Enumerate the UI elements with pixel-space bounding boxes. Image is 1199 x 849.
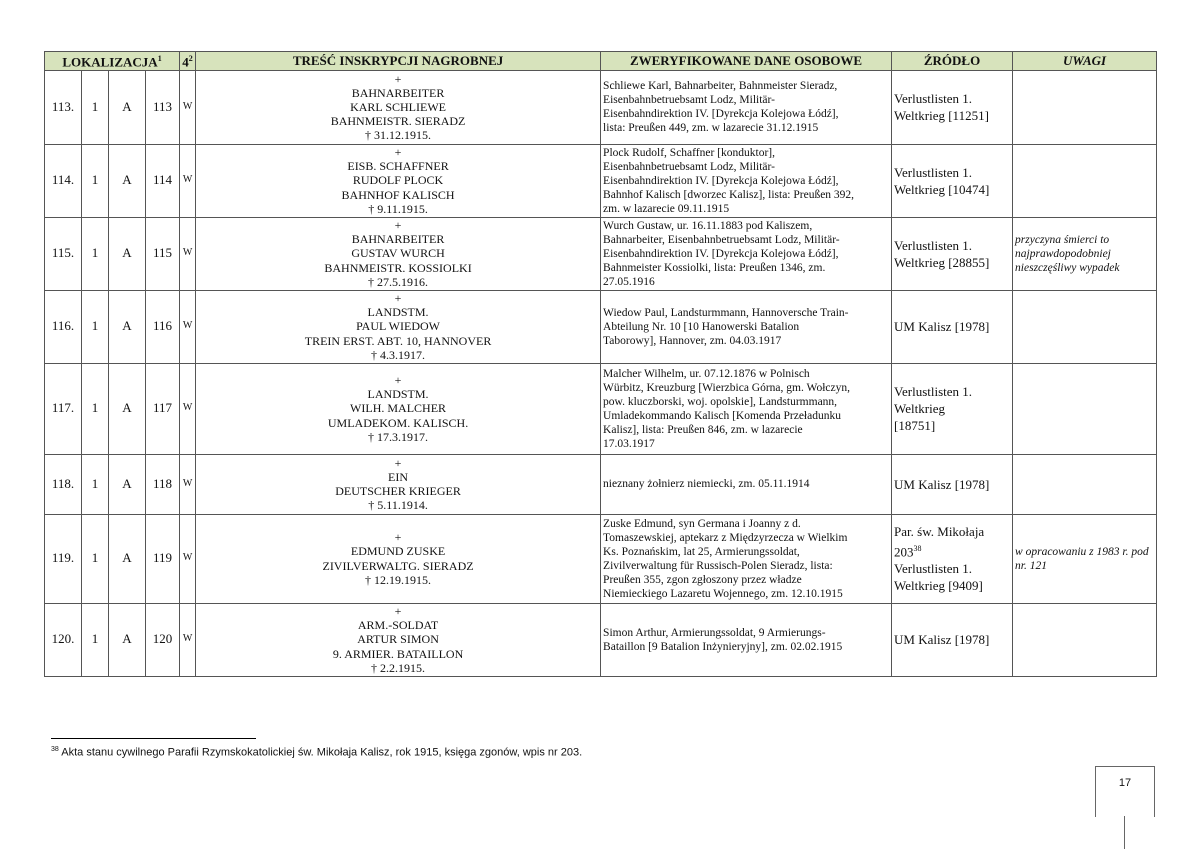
location-sector: 1 — [82, 290, 109, 363]
source-text: Par. św. Mikołaja — [894, 523, 985, 539]
inscription-line: + — [394, 218, 402, 233]
remarks-cell — [1013, 290, 1157, 363]
source-cell — [892, 290, 1013, 363]
source-text: Weltkrieg [28855] — [894, 254, 990, 270]
location-sector: 1 — [82, 514, 109, 603]
inscription-line: † 17.3.1917. — [368, 429, 429, 444]
source-cell — [892, 514, 1013, 603]
inscription-line: BAHNHOF KALISCH — [341, 187, 455, 202]
personal-data-line: Würbitz, Kreuzburg [Wierzbica Górna, gm. Wołczyn, — [603, 381, 850, 394]
source-line — [894, 90, 1010, 107]
row-number: 116. — [45, 290, 82, 363]
personal-data-cell — [601, 290, 892, 363]
source-text: Weltkrieg — [894, 401, 945, 417]
personal-data-cell — [601, 363, 892, 454]
source-line — [894, 577, 1010, 594]
personal-data-cell — [601, 217, 892, 290]
row-number: 117. — [45, 363, 82, 454]
personal-data-cell — [601, 454, 892, 514]
personal-data-cell — [601, 603, 892, 676]
location-row: A — [109, 603, 146, 676]
table-row — [45, 603, 1157, 676]
inscription-line: EIN — [388, 469, 409, 484]
inscription-line: + — [394, 604, 402, 619]
row-number: 119. — [45, 514, 82, 603]
inscription-line: † 12.19.1915. — [365, 572, 432, 587]
location-sector: 1 — [82, 603, 109, 676]
location-row: A — [109, 217, 146, 290]
header-tresc: TREŚĆ INSKRYPCJI NAGROBNEJ — [196, 52, 601, 71]
inscription-line: LANDSTM. — [367, 387, 429, 402]
location-row: A — [109, 144, 146, 217]
table-row — [45, 217, 1157, 290]
inscription-line: + — [394, 530, 402, 545]
source-line — [894, 417, 1010, 434]
inscription-line: ZIVILVERWALTG. SIERADZ — [322, 558, 474, 573]
inscription-line: LANDSTM. — [367, 305, 429, 320]
personal-data-line: Bataillon [9 Batalion Inżynieryjny], zm. 02.02.1915 — [603, 640, 843, 653]
inscription-line: + — [394, 71, 402, 86]
source-text: Verlustlisten 1. — [894, 384, 973, 400]
remarks-cell — [1013, 363, 1157, 454]
location-sector: 1 — [82, 217, 109, 290]
page-number-box — [1095, 766, 1155, 817]
page-number-rule — [1124, 816, 1125, 849]
header-row — [45, 52, 1157, 71]
personal-data-line: Tomaszewskiej, aptekarz z Międzyrzecza w Wielkim — [603, 531, 848, 544]
location-sector: 1 — [82, 70, 109, 144]
personal-data-line: Niemieckiego Lazaretu Wojennego, zm. 12.10.1915 — [603, 587, 843, 600]
source-text: [18751] — [894, 418, 936, 434]
personal-data-line: 27.05.1916 — [603, 275, 655, 288]
inscription-line: TREIN ERST. ABT. 10, HANNOVER — [304, 333, 492, 348]
location-row: A — [109, 70, 146, 144]
location-grave: 115 — [146, 217, 180, 290]
personal-data-line: Preußen 355, zgon zgłoszony przez władze — [603, 573, 802, 586]
table-row — [45, 144, 1157, 217]
inscription-line: + — [394, 455, 402, 470]
location-row: A — [109, 290, 146, 363]
personal-data-line: Taborowy], Hannover, zm. 04.03.1917 — [603, 334, 782, 347]
source-line — [894, 523, 1010, 540]
inscription-cell — [196, 290, 601, 363]
inscription-cell — [196, 70, 601, 144]
header-dane: ZWERYFIKOWANE DANE OSOBOWE — [601, 52, 892, 71]
source-text: Weltkrieg [9409] — [894, 578, 983, 594]
inscription-line: + — [394, 145, 402, 160]
footnote-marker: 38 — [51, 746, 59, 753]
inscription-line: ARM.-SOLDAT — [357, 618, 439, 633]
personal-data-line: Abteilung Nr. 10 [10 Hanowerski Batalion — [603, 320, 800, 333]
inscription-line: BAHNARBEITER — [351, 85, 445, 100]
location-grave: 113 — [146, 70, 180, 144]
nationality-code: W — [180, 144, 196, 217]
location-grave: 114 — [146, 144, 180, 217]
location-grave: 118 — [146, 454, 180, 514]
source-line — [894, 254, 1010, 271]
header-zrodlo: ŹRÓDŁO — [892, 52, 1013, 71]
location-sector: 1 — [82, 454, 109, 514]
personal-data-cell — [601, 70, 892, 144]
footnote-rule — [51, 738, 256, 739]
location-sector: 1 — [82, 363, 109, 454]
location-grave: 116 — [146, 290, 180, 363]
source-cell — [892, 144, 1013, 217]
inscription-line: DEUTSCHER KRIEGER — [335, 484, 461, 499]
remarks-cell — [1013, 144, 1157, 217]
inscription-line: UMLADEKOM. KALISCH. — [327, 415, 469, 430]
row-number: 118. — [45, 454, 82, 514]
source-line — [894, 107, 1010, 124]
personal-data-line: Bahnarbeiter, Eisenbahnbetruebsamt Lodz, Militär- — [603, 233, 840, 246]
source-cell — [892, 217, 1013, 290]
source-line — [894, 164, 1010, 181]
source-text: UM Kalisz [1978] — [894, 476, 990, 492]
personal-data-cell — [601, 514, 892, 603]
inscription-line: GUSTAV WURCH — [351, 246, 445, 261]
inscription-line: † 4.3.1917. — [371, 347, 426, 362]
personal-data-line: Eisenbahndirektion IV. [Dyrekcja Kolejowa Łódź], — [603, 174, 839, 187]
source-text: Verlustlisten 1. — [894, 164, 973, 180]
personal-data-line: nieznany żołnierz niemiecki, zm. 05.11.1914 — [603, 478, 810, 491]
nationality-code: W — [180, 514, 196, 603]
inscription-cell — [196, 217, 601, 290]
inscription-cell — [196, 454, 601, 514]
personal-data-line: Schliewe Karl, Bahnarbeiter, Bahnmeister Sieradz, — [603, 80, 838, 93]
personal-data-line: Bahnhof Kalisch [dworzec Kalisz], lista: Preußen 392, — [603, 188, 855, 201]
inscription-cell — [196, 363, 601, 454]
page-number: 17 — [1118, 777, 1132, 789]
footnote — [51, 746, 582, 759]
table-row — [45, 290, 1157, 363]
nationality-code: W — [180, 603, 196, 676]
location-row: A — [109, 514, 146, 603]
source-cell — [892, 603, 1013, 676]
inscription-cell — [196, 514, 601, 603]
source-text: Weltkrieg [11251] — [894, 108, 989, 124]
location-row: A — [109, 454, 146, 514]
source-line — [894, 237, 1010, 254]
source-line — [894, 560, 1010, 577]
nationality-code: W — [180, 290, 196, 363]
remarks-line: nr. 121 — [1015, 559, 1047, 572]
source-text: UM Kalisz [1978] — [894, 319, 990, 335]
source-cell — [892, 70, 1013, 144]
source-line — [894, 383, 1010, 400]
personal-data-line: Bahnmeister Kossiolki, lista: Preußen 1346, zm. — [603, 261, 826, 274]
source-line — [894, 476, 1010, 493]
source-text: Weltkrieg [10474] — [894, 181, 990, 197]
personal-data-line: Zivilverwaltung für Russisch-Polen Sieradz, lista: — [603, 559, 833, 572]
remarks-cell — [1013, 70, 1157, 144]
inscription-line: BAHNMEISTR. KOSSIOLKI — [324, 260, 472, 275]
source-text: Verlustlisten 1. — [894, 237, 973, 253]
personal-data-line: zm. w lazarecie 09.11.1915 — [603, 202, 730, 215]
personal-data-line: Wurch Gustaw, ur. 16.11.1883 pod Kaliszem, — [603, 219, 813, 232]
nationality-code: W — [180, 217, 196, 290]
remarks-line: w opracowaniu z 1983 r. pod — [1015, 545, 1149, 558]
nationality-code: W — [180, 454, 196, 514]
inscription-line: † 5.11.1914. — [368, 498, 428, 513]
source-line — [894, 181, 1010, 198]
nationality-code: W — [180, 70, 196, 144]
graves-table — [44, 51, 1157, 677]
table-row — [45, 454, 1157, 514]
remarks-cell — [1013, 603, 1157, 676]
table-row — [45, 514, 1157, 603]
row-number: 120. — [45, 603, 82, 676]
personal-data-line: Eisenbahnbetruebsamt Lodz, Militär- — [603, 94, 775, 107]
personal-data-line: Eisenbahndirektion IV. [Dyrekcja Kolejowa Łódź], — [603, 247, 839, 260]
inscription-line: † 2.2.1915. — [371, 660, 426, 675]
remarks-line: przyczyna śmierci to — [1015, 233, 1110, 246]
inscription-line: PAUL WIEDOW — [356, 319, 440, 334]
location-grave: 119 — [146, 514, 180, 603]
inscription-line: + — [394, 291, 402, 306]
header-uwagi: UWAGI — [1013, 52, 1157, 71]
personal-data-line: Umladekommando Kalisch [Komenda Przeładunku — [603, 409, 841, 422]
footnote-text: Akta stanu cywilnego Parafii Rzymskokatolickiej św. Mikołaja Kalisz, rok 1915, księga zgonów, wpis nr 203. — [61, 746, 583, 759]
personal-data-line: Plock Rudolf, Schaffner [konduktor], — [603, 146, 775, 159]
personal-data-line: lista: Preußen 449, zm. w lazarecie 31.12.1915 — [603, 122, 819, 135]
row-number: 113. — [45, 70, 82, 144]
inscription-line: † 9.11.1915. — [368, 201, 428, 216]
personal-data-line: Ks. Poznańskim, lat 25, Armierungssoldat, — [603, 545, 800, 558]
remarks-line: nieszczęśliwy wypadek — [1015, 261, 1120, 274]
header-lokalizacja: LOKALIZACJA$^1$ — [45, 52, 180, 71]
table-row — [45, 70, 1157, 144]
inscription-line: EDMUND ZUSKE — [350, 544, 446, 559]
header-col4: $4^2$ — [180, 52, 196, 71]
inscription-line: 9. ARMIER. BATAILLON — [332, 646, 464, 661]
location-row: A — [109, 363, 146, 454]
source-cell — [892, 363, 1013, 454]
inscription-line: † 27.5.1916. — [368, 274, 429, 289]
inscription-line: + — [394, 373, 402, 388]
row-number: 115. — [45, 217, 82, 290]
personal-data-cell — [601, 144, 892, 217]
personal-data-line: Kalisz], lista: Preußen 846, zm. w lazarecie — [603, 423, 803, 436]
personal-data-line: 17.03.1917 — [603, 437, 655, 450]
location-sector: 1 — [82, 144, 109, 217]
personal-data-line: pow. kluczborski, woj. opolskie], Landsturmmann, — [603, 395, 838, 408]
inscription-line: BAHNARBEITER — [351, 232, 445, 247]
personal-data-line: Zuske Edmund, syn Germana i Joanny z d. — [603, 517, 801, 530]
remarks-cell — [1013, 514, 1157, 603]
inscription-line: KARL SCHLIEWE — [350, 99, 446, 114]
source-text: Verlustlisten 1. — [894, 561, 973, 577]
inscription-line: EISB. SCHAFFNER — [347, 159, 449, 174]
source-text: UM Kalisz [1978] — [894, 632, 990, 648]
inscription-line: † 31.12.1915. — [365, 128, 432, 143]
inscription-line: WILH. MALCHER — [350, 401, 447, 416]
source-text: Verlustlisten 1. — [894, 91, 973, 107]
inscription-cell — [196, 144, 601, 217]
remarks-cell — [1013, 454, 1157, 514]
source-line — [894, 318, 1010, 335]
row-number: 114. — [45, 144, 82, 217]
source-text: 203 — [894, 544, 914, 560]
source-line — [894, 400, 1010, 417]
location-grave: 120 — [146, 603, 180, 676]
remarks-cell — [1013, 217, 1157, 290]
inscription-cell — [196, 603, 601, 676]
personal-data-line: Wiedow Paul, Landsturmmann, Hannoversche Train- — [603, 306, 849, 319]
personal-data-line: Eisenbahndirektion IV. [Dyrekcja Kolejowa Łódź], — [603, 108, 839, 121]
inscription-line: ARTUR SIMON — [357, 632, 439, 647]
personal-data-line: Malcher Wilhelm, ur. 07.12.1876 w Polnisch — [603, 367, 810, 380]
inscription-line: BAHNMEISTR. SIERADZ — [330, 114, 466, 129]
source-line — [894, 540, 1010, 560]
source-cell — [892, 454, 1013, 514]
footnote-ref: 38 — [913, 543, 922, 553]
inscription-line: RUDOLF PLOCK — [352, 173, 444, 188]
remarks-line: najprawdopodobniej — [1015, 247, 1111, 260]
location-grave: 117 — [146, 363, 180, 454]
personal-data-line: Eisenbahnbetruebsamt Lodz, Militär- — [603, 160, 775, 173]
personal-data-line: Simon Arthur, Armierungssoldat, 9 Armierungs- — [603, 626, 826, 639]
nationality-code: W — [180, 363, 196, 454]
table-row — [45, 363, 1157, 454]
source-line — [894, 631, 1010, 648]
